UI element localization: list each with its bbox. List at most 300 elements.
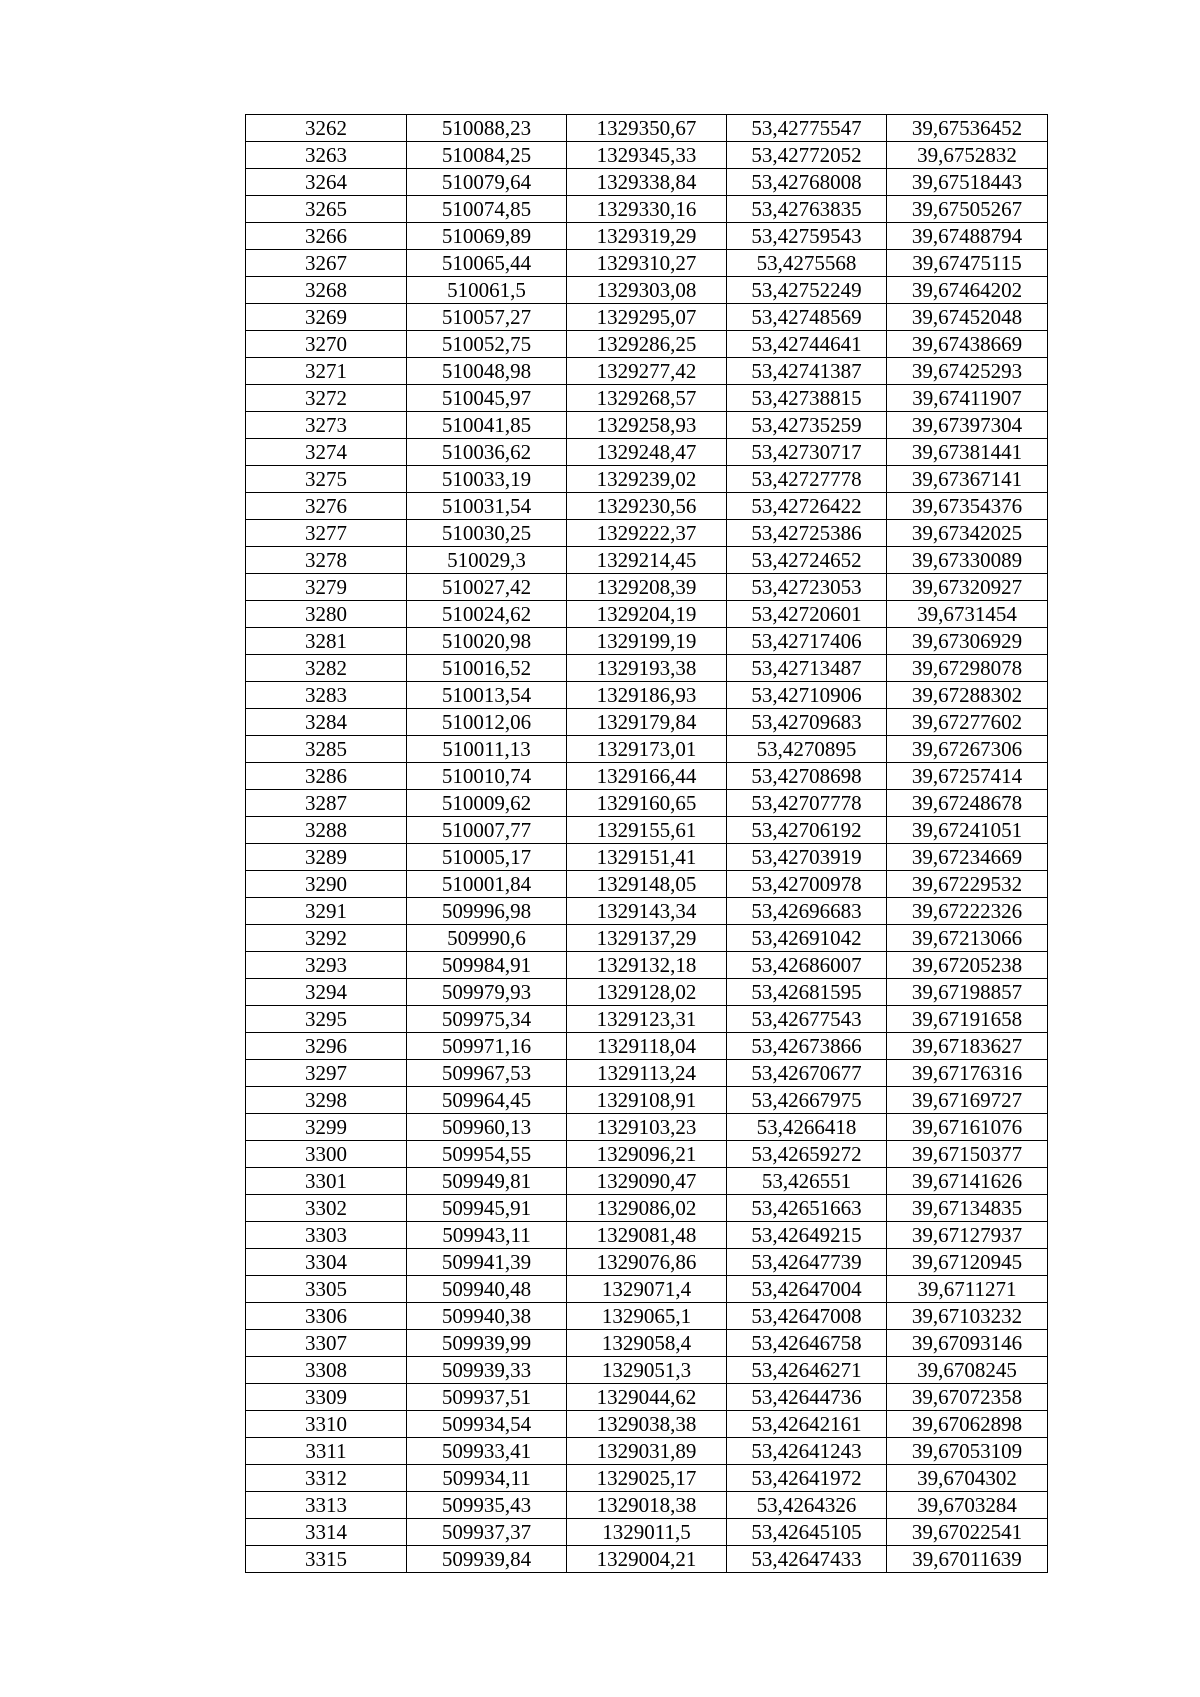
y-coordinate-cell: 1329204,19 (567, 601, 727, 628)
x-coordinate-cell: 509939,99 (407, 1330, 567, 1357)
latitude-cell: 53,42642161 (727, 1411, 887, 1438)
x-coordinate-cell: 510020,98 (407, 628, 567, 655)
point-number-cell: 3292 (246, 925, 407, 952)
x-coordinate-cell: 509934,11 (407, 1465, 567, 1492)
x-coordinate-cell: 509943,11 (407, 1222, 567, 1249)
x-coordinate-cell: 509933,41 (407, 1438, 567, 1465)
y-coordinate-cell: 1329330,16 (567, 196, 727, 223)
table-row (246, 1141, 1048, 1168)
longitude-cell: 39,67411907 (887, 385, 1048, 412)
table-row (246, 358, 1048, 385)
latitude-cell: 53,42723053 (727, 574, 887, 601)
table-row (246, 736, 1048, 763)
latitude-cell: 53,42738815 (727, 385, 887, 412)
x-coordinate-cell: 510031,54 (407, 493, 567, 520)
x-coordinate-cell: 510024,62 (407, 601, 567, 628)
x-coordinate-cell: 509941,39 (407, 1249, 567, 1276)
y-coordinate-cell: 1329081,48 (567, 1222, 727, 1249)
y-coordinate-cell: 1329031,89 (567, 1438, 727, 1465)
longitude-cell: 39,67306929 (887, 628, 1048, 655)
y-coordinate-cell: 1329258,93 (567, 412, 727, 439)
point-number-cell: 3311 (246, 1438, 407, 1465)
y-coordinate-cell: 1329123,31 (567, 1006, 727, 1033)
table-row (246, 1033, 1048, 1060)
table-row (246, 439, 1048, 466)
x-coordinate-cell: 509939,84 (407, 1546, 567, 1573)
point-number-cell: 3313 (246, 1492, 407, 1519)
longitude-cell: 39,67475115 (887, 250, 1048, 277)
point-number-cell: 3277 (246, 520, 407, 547)
longitude-cell: 39,67191658 (887, 1006, 1048, 1033)
latitude-cell: 53,42763835 (727, 196, 887, 223)
longitude-cell: 39,67320927 (887, 574, 1048, 601)
latitude-cell: 53,42708698 (727, 763, 887, 790)
point-number-cell: 3293 (246, 952, 407, 979)
y-coordinate-cell: 1329208,39 (567, 574, 727, 601)
table-row (246, 898, 1048, 925)
table-row (246, 142, 1048, 169)
table-row (246, 1276, 1048, 1303)
point-number-cell: 3298 (246, 1087, 407, 1114)
table-row (246, 1249, 1048, 1276)
table-row (246, 1114, 1048, 1141)
y-coordinate-cell: 1329051,3 (567, 1357, 727, 1384)
longitude-cell: 39,67342025 (887, 520, 1048, 547)
latitude-cell: 53,42686007 (727, 952, 887, 979)
y-coordinate-cell: 1329166,44 (567, 763, 727, 790)
x-coordinate-cell: 509937,51 (407, 1384, 567, 1411)
latitude-cell: 53,42673866 (727, 1033, 887, 1060)
x-coordinate-cell: 510030,25 (407, 520, 567, 547)
y-coordinate-cell: 1329090,47 (567, 1168, 727, 1195)
latitude-cell: 53,42647008 (727, 1303, 887, 1330)
latitude-cell: 53,42677543 (727, 1006, 887, 1033)
table-row (246, 1546, 1048, 1573)
x-coordinate-cell: 510048,98 (407, 358, 567, 385)
point-number-cell: 3268 (246, 277, 407, 304)
x-coordinate-cell: 509937,37 (407, 1519, 567, 1546)
coordinates-table-body (246, 115, 1048, 1573)
point-number-cell: 3280 (246, 601, 407, 628)
table-row (246, 1087, 1048, 1114)
longitude-cell: 39,6704302 (887, 1465, 1048, 1492)
longitude-cell: 39,67134835 (887, 1195, 1048, 1222)
longitude-cell: 39,67298078 (887, 655, 1048, 682)
y-coordinate-cell: 1329148,05 (567, 871, 727, 898)
x-coordinate-cell: 510001,84 (407, 871, 567, 898)
y-coordinate-cell: 1329199,19 (567, 628, 727, 655)
longitude-cell: 39,67120945 (887, 1249, 1048, 1276)
longitude-cell: 39,67288302 (887, 682, 1048, 709)
latitude-cell: 53,4270895 (727, 736, 887, 763)
table-row (246, 250, 1048, 277)
point-number-cell: 3299 (246, 1114, 407, 1141)
x-coordinate-cell: 510045,97 (407, 385, 567, 412)
table-row (246, 709, 1048, 736)
longitude-cell: 39,67267306 (887, 736, 1048, 763)
latitude-cell: 53,42710906 (727, 682, 887, 709)
latitude-cell: 53,42707778 (727, 790, 887, 817)
point-number-cell: 3307 (246, 1330, 407, 1357)
x-coordinate-cell: 509935,43 (407, 1492, 567, 1519)
latitude-cell: 53,42703919 (727, 844, 887, 871)
x-coordinate-cell: 510027,42 (407, 574, 567, 601)
latitude-cell: 53,42727778 (727, 466, 887, 493)
table-row (246, 1168, 1048, 1195)
latitude-cell: 53,42726422 (727, 493, 887, 520)
y-coordinate-cell: 1329018,38 (567, 1492, 727, 1519)
longitude-cell: 39,6711271 (887, 1276, 1048, 1303)
table-row (246, 925, 1048, 952)
point-number-cell: 3306 (246, 1303, 407, 1330)
table-row (246, 655, 1048, 682)
y-coordinate-cell: 1329004,21 (567, 1546, 727, 1573)
point-number-cell: 3283 (246, 682, 407, 709)
table-row (246, 1519, 1048, 1546)
point-number-cell: 3281 (246, 628, 407, 655)
point-number-cell: 3266 (246, 223, 407, 250)
point-number-cell: 3270 (246, 331, 407, 358)
x-coordinate-cell: 510088,23 (407, 115, 567, 142)
point-number-cell: 3285 (246, 736, 407, 763)
x-coordinate-cell: 509954,55 (407, 1141, 567, 1168)
longitude-cell: 39,67330089 (887, 547, 1048, 574)
table-row (246, 1465, 1048, 1492)
x-coordinate-cell: 510007,77 (407, 817, 567, 844)
y-coordinate-cell: 1329143,34 (567, 898, 727, 925)
latitude-cell: 53,42645105 (727, 1519, 887, 1546)
latitude-cell: 53,42651663 (727, 1195, 887, 1222)
y-coordinate-cell: 1329303,08 (567, 277, 727, 304)
point-number-cell: 3304 (246, 1249, 407, 1276)
longitude-cell: 39,67093146 (887, 1330, 1048, 1357)
latitude-cell: 53,42725386 (727, 520, 887, 547)
x-coordinate-cell: 510057,27 (407, 304, 567, 331)
x-coordinate-cell: 510061,5 (407, 277, 567, 304)
latitude-cell: 53,42706192 (727, 817, 887, 844)
point-number-cell: 3300 (246, 1141, 407, 1168)
point-number-cell: 3301 (246, 1168, 407, 1195)
latitude-cell: 53,42735259 (727, 412, 887, 439)
y-coordinate-cell: 1329319,29 (567, 223, 727, 250)
longitude-cell: 39,67518443 (887, 169, 1048, 196)
point-number-cell: 3312 (246, 1465, 407, 1492)
longitude-cell: 39,67127937 (887, 1222, 1048, 1249)
latitude-cell: 53,426551 (727, 1168, 887, 1195)
longitude-cell: 39,67150377 (887, 1141, 1048, 1168)
longitude-cell: 39,67062898 (887, 1411, 1048, 1438)
longitude-cell: 39,67234669 (887, 844, 1048, 871)
table-row (246, 385, 1048, 412)
point-number-cell: 3276 (246, 493, 407, 520)
longitude-cell: 39,67536452 (887, 115, 1048, 142)
x-coordinate-cell: 509964,45 (407, 1087, 567, 1114)
longitude-cell: 39,67022541 (887, 1519, 1048, 1546)
point-number-cell: 3310 (246, 1411, 407, 1438)
point-number-cell: 3278 (246, 547, 407, 574)
y-coordinate-cell: 1329065,1 (567, 1303, 727, 1330)
latitude-cell: 53,42646271 (727, 1357, 887, 1384)
y-coordinate-cell: 1329128,02 (567, 979, 727, 1006)
latitude-cell: 53,42641243 (727, 1438, 887, 1465)
coordinates-table (245, 114, 1048, 1573)
longitude-cell: 39,67229532 (887, 871, 1048, 898)
point-number-cell: 3305 (246, 1276, 407, 1303)
point-number-cell: 3263 (246, 142, 407, 169)
latitude-cell: 53,42644736 (727, 1384, 887, 1411)
latitude-cell: 53,42768008 (727, 169, 887, 196)
y-coordinate-cell: 1329230,56 (567, 493, 727, 520)
x-coordinate-cell: 510009,62 (407, 790, 567, 817)
y-coordinate-cell: 1329186,93 (567, 682, 727, 709)
longitude-cell: 39,67072358 (887, 1384, 1048, 1411)
y-coordinate-cell: 1329103,23 (567, 1114, 727, 1141)
x-coordinate-cell: 510065,44 (407, 250, 567, 277)
latitude-cell: 53,42713487 (727, 655, 887, 682)
latitude-cell: 53,42696683 (727, 898, 887, 925)
longitude-cell: 39,6708245 (887, 1357, 1048, 1384)
point-number-cell: 3284 (246, 709, 407, 736)
point-number-cell: 3295 (246, 1006, 407, 1033)
y-coordinate-cell: 1329193,38 (567, 655, 727, 682)
table-row (246, 169, 1048, 196)
longitude-cell: 39,67367141 (887, 466, 1048, 493)
y-coordinate-cell: 1329132,18 (567, 952, 727, 979)
table-row (246, 1384, 1048, 1411)
point-number-cell: 3273 (246, 412, 407, 439)
x-coordinate-cell: 509975,34 (407, 1006, 567, 1033)
longitude-cell: 39,67205238 (887, 952, 1048, 979)
point-number-cell: 3294 (246, 979, 407, 1006)
table-row (246, 871, 1048, 898)
y-coordinate-cell: 1329345,33 (567, 142, 727, 169)
table-row (246, 304, 1048, 331)
table-row (246, 331, 1048, 358)
point-number-cell: 3291 (246, 898, 407, 925)
point-number-cell: 3271 (246, 358, 407, 385)
longitude-cell: 39,67438669 (887, 331, 1048, 358)
x-coordinate-cell: 509939,33 (407, 1357, 567, 1384)
table-row (246, 682, 1048, 709)
point-number-cell: 3303 (246, 1222, 407, 1249)
x-coordinate-cell: 509960,13 (407, 1114, 567, 1141)
table-row (246, 493, 1048, 520)
longitude-cell: 39,67257414 (887, 763, 1048, 790)
point-number-cell: 3286 (246, 763, 407, 790)
table-row (246, 1411, 1048, 1438)
x-coordinate-cell: 509996,98 (407, 898, 567, 925)
point-number-cell: 3302 (246, 1195, 407, 1222)
x-coordinate-cell: 510041,85 (407, 412, 567, 439)
point-number-cell: 3289 (246, 844, 407, 871)
y-coordinate-cell: 1329151,41 (567, 844, 727, 871)
latitude-cell: 53,42709683 (727, 709, 887, 736)
latitude-cell: 53,42667975 (727, 1087, 887, 1114)
y-coordinate-cell: 1329038,38 (567, 1411, 727, 1438)
y-coordinate-cell: 1329071,4 (567, 1276, 727, 1303)
x-coordinate-cell: 510069,89 (407, 223, 567, 250)
longitude-cell: 39,67176316 (887, 1060, 1048, 1087)
longitude-cell: 39,67381441 (887, 439, 1048, 466)
latitude-cell: 53,42741387 (727, 358, 887, 385)
point-number-cell: 3262 (246, 115, 407, 142)
table-row (246, 466, 1048, 493)
y-coordinate-cell: 1329155,61 (567, 817, 727, 844)
y-coordinate-cell: 1329222,37 (567, 520, 727, 547)
longitude-cell: 39,67222326 (887, 898, 1048, 925)
x-coordinate-cell: 510033,19 (407, 466, 567, 493)
latitude-cell: 53,42647433 (727, 1546, 887, 1573)
latitude-cell: 53,42647004 (727, 1276, 887, 1303)
x-coordinate-cell: 509949,81 (407, 1168, 567, 1195)
x-coordinate-cell: 509940,48 (407, 1276, 567, 1303)
x-coordinate-cell: 509934,54 (407, 1411, 567, 1438)
table-row (246, 790, 1048, 817)
latitude-cell: 53,42775547 (727, 115, 887, 142)
y-coordinate-cell: 1329058,4 (567, 1330, 727, 1357)
table-row (246, 223, 1048, 250)
longitude-cell: 39,6752832 (887, 142, 1048, 169)
longitude-cell: 39,67425293 (887, 358, 1048, 385)
latitude-cell: 53,42659272 (727, 1141, 887, 1168)
longitude-cell: 39,67011639 (887, 1546, 1048, 1573)
point-number-cell: 3308 (246, 1357, 407, 1384)
y-coordinate-cell: 1329025,17 (567, 1465, 727, 1492)
table-row (246, 520, 1048, 547)
table-row (246, 1330, 1048, 1357)
longitude-cell: 39,67248678 (887, 790, 1048, 817)
y-coordinate-cell: 1329268,57 (567, 385, 727, 412)
table-row (246, 763, 1048, 790)
point-number-cell: 3279 (246, 574, 407, 601)
latitude-cell: 53,42641972 (727, 1465, 887, 1492)
latitude-cell: 53,42724652 (727, 547, 887, 574)
latitude-cell: 53,42700978 (727, 871, 887, 898)
latitude-cell: 53,42772052 (727, 142, 887, 169)
y-coordinate-cell: 1329044,62 (567, 1384, 727, 1411)
y-coordinate-cell: 1329076,86 (567, 1249, 727, 1276)
longitude-cell: 39,67464202 (887, 277, 1048, 304)
x-coordinate-cell: 509967,53 (407, 1060, 567, 1087)
table-row (246, 196, 1048, 223)
y-coordinate-cell: 1329295,07 (567, 304, 727, 331)
y-coordinate-cell: 1329108,91 (567, 1087, 727, 1114)
table-row (246, 412, 1048, 439)
table-row (246, 1060, 1048, 1087)
table-row (246, 574, 1048, 601)
table-row (246, 979, 1048, 1006)
y-coordinate-cell: 1329160,65 (567, 790, 727, 817)
longitude-cell: 39,67397304 (887, 412, 1048, 439)
latitude-cell: 53,42691042 (727, 925, 887, 952)
table-row (246, 277, 1048, 304)
x-coordinate-cell: 510013,54 (407, 682, 567, 709)
table-row (246, 601, 1048, 628)
table-row (246, 1222, 1048, 1249)
longitude-cell: 39,67452048 (887, 304, 1048, 331)
y-coordinate-cell: 1329239,02 (567, 466, 727, 493)
table-row (246, 628, 1048, 655)
y-coordinate-cell: 1329286,25 (567, 331, 727, 358)
table-row (246, 1006, 1048, 1033)
point-number-cell: 3269 (246, 304, 407, 331)
point-number-cell: 3288 (246, 817, 407, 844)
longitude-cell: 39,67141626 (887, 1168, 1048, 1195)
latitude-cell: 53,42730717 (727, 439, 887, 466)
latitude-cell: 53,42681595 (727, 979, 887, 1006)
latitude-cell: 53,42720601 (727, 601, 887, 628)
table-row (246, 547, 1048, 574)
latitude-cell: 53,42717406 (727, 628, 887, 655)
x-coordinate-cell: 510074,85 (407, 196, 567, 223)
table-row (246, 1303, 1048, 1330)
longitude-cell: 39,67198857 (887, 979, 1048, 1006)
point-number-cell: 3265 (246, 196, 407, 223)
longitude-cell: 39,6731454 (887, 601, 1048, 628)
longitude-cell: 39,67161076 (887, 1114, 1048, 1141)
y-coordinate-cell: 1329011,5 (567, 1519, 727, 1546)
point-number-cell: 3297 (246, 1060, 407, 1087)
y-coordinate-cell: 1329096,21 (567, 1141, 727, 1168)
y-coordinate-cell: 1329118,04 (567, 1033, 727, 1060)
point-number-cell: 3287 (246, 790, 407, 817)
longitude-cell: 39,67241051 (887, 817, 1048, 844)
x-coordinate-cell: 510029,3 (407, 547, 567, 574)
y-coordinate-cell: 1329086,02 (567, 1195, 727, 1222)
latitude-cell: 53,42670677 (727, 1060, 887, 1087)
longitude-cell: 39,67277602 (887, 709, 1048, 736)
x-coordinate-cell: 509979,93 (407, 979, 567, 1006)
x-coordinate-cell: 509990,6 (407, 925, 567, 952)
latitude-cell: 53,42646758 (727, 1330, 887, 1357)
y-coordinate-cell: 1329338,84 (567, 169, 727, 196)
x-coordinate-cell: 509940,38 (407, 1303, 567, 1330)
latitude-cell: 53,42748569 (727, 304, 887, 331)
longitude-cell: 39,67053109 (887, 1438, 1048, 1465)
latitude-cell: 53,4266418 (727, 1114, 887, 1141)
table-row (246, 1492, 1048, 1519)
y-coordinate-cell: 1329137,29 (567, 925, 727, 952)
longitude-cell: 39,67213066 (887, 925, 1048, 952)
x-coordinate-cell: 510005,17 (407, 844, 567, 871)
table-row (246, 817, 1048, 844)
table-row (246, 1195, 1048, 1222)
longitude-cell: 39,67183627 (887, 1033, 1048, 1060)
latitude-cell: 53,4264326 (727, 1492, 887, 1519)
point-number-cell: 3267 (246, 250, 407, 277)
x-coordinate-cell: 509984,91 (407, 952, 567, 979)
x-coordinate-cell: 510016,52 (407, 655, 567, 682)
point-number-cell: 3282 (246, 655, 407, 682)
table-row (246, 844, 1048, 871)
y-coordinate-cell: 1329310,27 (567, 250, 727, 277)
longitude-cell: 39,6703284 (887, 1492, 1048, 1519)
x-coordinate-cell: 509971,16 (407, 1033, 567, 1060)
longitude-cell: 39,67488794 (887, 223, 1048, 250)
y-coordinate-cell: 1329248,47 (567, 439, 727, 466)
x-coordinate-cell: 509945,91 (407, 1195, 567, 1222)
point-number-cell: 3309 (246, 1384, 407, 1411)
point-number-cell: 3296 (246, 1033, 407, 1060)
point-number-cell: 3272 (246, 385, 407, 412)
longitude-cell: 39,67354376 (887, 493, 1048, 520)
x-coordinate-cell: 510036,62 (407, 439, 567, 466)
x-coordinate-cell: 510052,75 (407, 331, 567, 358)
point-number-cell: 3275 (246, 466, 407, 493)
latitude-cell: 53,42647739 (727, 1249, 887, 1276)
x-coordinate-cell: 510010,74 (407, 763, 567, 790)
longitude-cell: 39,67103232 (887, 1303, 1048, 1330)
